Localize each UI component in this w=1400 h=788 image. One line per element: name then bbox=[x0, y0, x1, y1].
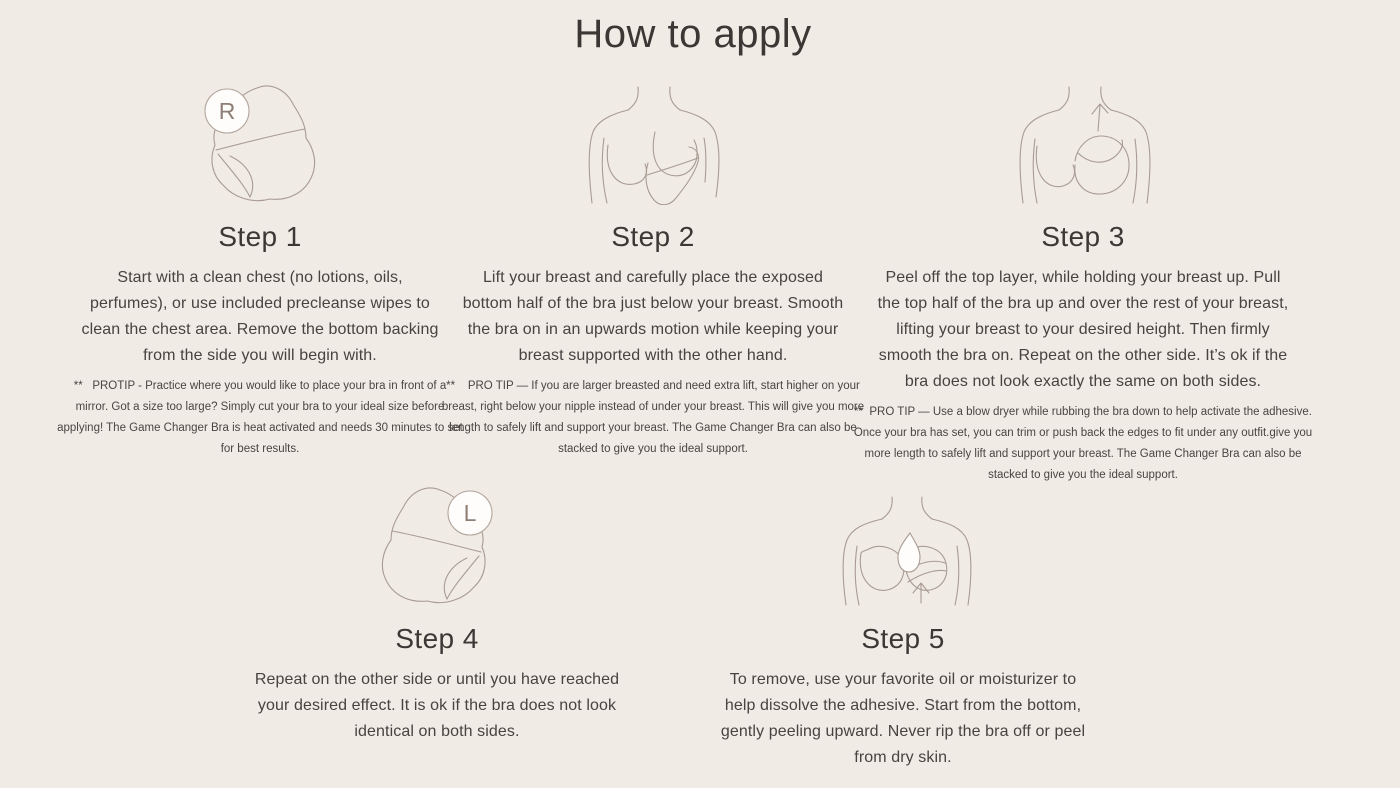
bra-cup-right-icon bbox=[185, 83, 335, 205]
torso-pull-up-icon bbox=[1003, 83, 1163, 205]
step-2-column bbox=[441, 83, 865, 460]
right-side-badge-letter: R bbox=[218, 98, 236, 124]
page-title: How to apply bbox=[574, 12, 812, 56]
step-3-column bbox=[853, 83, 1313, 486]
step-4-illustration bbox=[247, 485, 627, 609]
bra-cup-left-icon bbox=[362, 485, 512, 607]
step-4-column bbox=[247, 485, 627, 745]
step-5-illustration bbox=[713, 485, 1093, 609]
step-1-illustration bbox=[78, 83, 442, 207]
step-1-title: Step 1 bbox=[218, 221, 302, 252]
step-3-body: Peel off the top layer, while holding your breast up. Pull the top half of the bra up and over the rest of your breast, lifting your breast to your desired height. Then firmly smooth the bra on. Repeat on the other side. It’s ok if the bra does not look exactly the same on both sides. bbox=[877, 269, 1289, 390]
left-side-badge-letter: L bbox=[463, 500, 477, 526]
step-3-title: Step 3 bbox=[1041, 221, 1125, 252]
step-2-protip: ** PRO TIP — If you are larger breasted and need extra lift, start higher on your breast, right below your nipple instead of under your breast. This will give you more length to safely lift and support your breast. The Game Changer Bra can also be stacked to give you the ideal support. bbox=[441, 380, 865, 455]
step-1-column bbox=[57, 83, 463, 460]
torso-place-bottom-icon bbox=[578, 83, 728, 205]
step-3-illustration bbox=[872, 83, 1294, 207]
oil-droplet-icon bbox=[898, 533, 920, 572]
step-5-title: Step 5 bbox=[861, 623, 945, 654]
step-1-body: Start with a clean chest (no lotions, oils, perfumes), or use included precleanse wipes to clean the chest area. Remove the bottom backing from the side you will begin with. bbox=[81, 269, 439, 364]
step-5-column bbox=[713, 485, 1093, 771]
step-2-illustration bbox=[456, 83, 850, 207]
step-3-protip: ** PRO TIP — Use a blow dryer while rubbing the bra down to help activate the adhesive. Once your bra has set, you can trim or push back the edges to fit under any outfit.give you more length to safely lift and support your breast. The Game Changer Bra can also be stacked to give you the ideal support. bbox=[853, 406, 1313, 481]
step-5-body: To remove, use your favorite oil or moisturizer to help dissolve the adhesive. Start from the bottom, gently peeling upward. Never rip the bra off or peel from dry skin. bbox=[720, 671, 1086, 766]
step-2-title: Step 2 bbox=[611, 221, 695, 252]
step-1-protip: ** PROTIP - Practice where you would like to place your bra in front of a mirror. Got a size too large? Simply cut your bra to your ideal size before applying! The Game Changer Bra is heat activated and needs 30 minutes to set for best results. bbox=[57, 380, 463, 455]
step-2-body: Lift your breast and carefully place the exposed bottom half of the bra just below your breast. Smooth the bra on in an upwards motion while keeping your breast supported with the other hand. bbox=[462, 269, 844, 364]
step-4-body: Repeat on the other side or until you have reached your desired effect. It is ok if the bra does not look identical on both sides. bbox=[254, 671, 620, 740]
torso-remove-icon bbox=[828, 489, 978, 607]
step-4-title: Step 4 bbox=[395, 623, 479, 654]
